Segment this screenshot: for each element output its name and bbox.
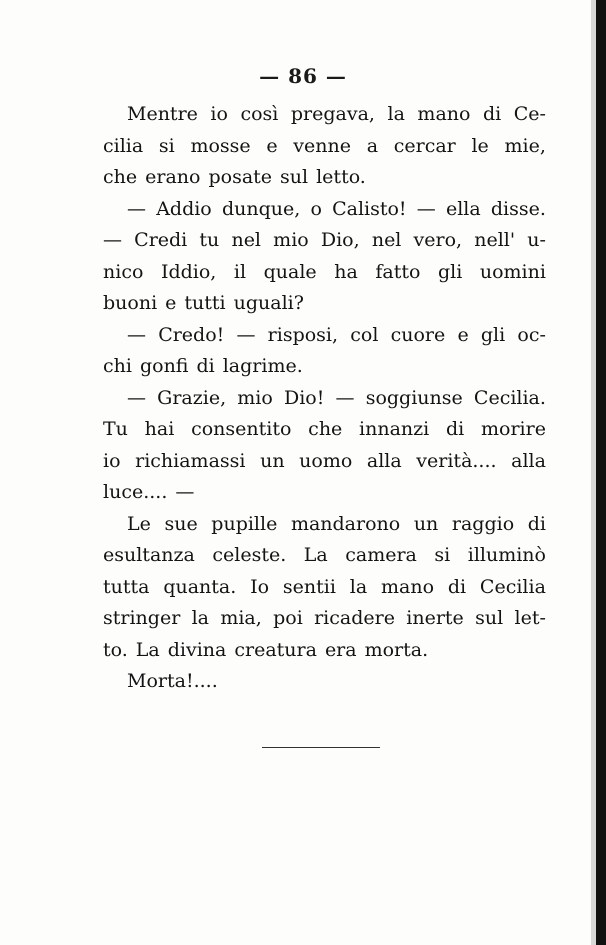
word: e [165, 292, 177, 314]
word: mano [417, 103, 471, 125]
word: Grazie, [157, 386, 227, 409]
word: uomini [479, 260, 546, 283]
word: quanta. [163, 575, 237, 598]
word: che [103, 166, 138, 188]
text-line [103, 666, 546, 698]
text-line [103, 635, 546, 667]
word: di [446, 418, 465, 440]
word: mio [237, 386, 273, 409]
word: lagrime. [222, 355, 303, 377]
word: di [196, 355, 215, 377]
text-line [103, 131, 546, 163]
word: — [416, 197, 436, 220]
word: a [366, 134, 379, 157]
word: posate [208, 166, 273, 188]
word: si [158, 134, 175, 157]
word: verità.... [416, 449, 497, 472]
word: quale [263, 260, 317, 283]
word: nel [231, 229, 262, 251]
word: luce.... [103, 481, 168, 503]
body-text [103, 99, 546, 698]
word: venne [293, 134, 351, 157]
word: la [191, 607, 209, 629]
word: — [127, 386, 146, 409]
word: io [103, 449, 121, 472]
word: di [527, 512, 546, 535]
word: tutta [103, 575, 150, 598]
word: Credo! [158, 323, 225, 346]
word: gli [480, 323, 506, 346]
word: mio [273, 229, 309, 251]
word: la [387, 103, 405, 125]
word: Ce- [513, 103, 546, 125]
word: — [103, 229, 122, 251]
word: La [135, 638, 160, 661]
page-number-header: — 86 — [259, 64, 347, 88]
word: Dio, [320, 229, 360, 251]
word: disse. [490, 197, 546, 220]
text-line [103, 99, 546, 131]
word: un [260, 449, 285, 472]
word: io [210, 103, 228, 125]
word: buoni [103, 292, 158, 314]
word: vero, [413, 229, 463, 251]
word: uomo [299, 449, 353, 472]
text-line [103, 320, 546, 352]
word: risposi, [267, 323, 339, 346]
word: gonfi [139, 355, 189, 377]
word: Iddio, [160, 260, 217, 283]
word: tutti [184, 292, 226, 314]
word: poi [273, 607, 303, 629]
word: cercar [393, 134, 456, 157]
word: to. [103, 638, 128, 661]
word: di [447, 575, 467, 598]
text-line [103, 351, 546, 383]
word: hai [144, 418, 175, 440]
section-end-rule [262, 747, 380, 748]
word: si [434, 544, 451, 566]
word: sul [280, 166, 309, 188]
word: Credi [134, 229, 188, 251]
text-line [103, 225, 546, 257]
text-line [103, 414, 546, 446]
word: nell' [474, 229, 516, 251]
word: ricadere [314, 607, 395, 629]
word: il [233, 260, 247, 283]
word: o [310, 197, 322, 220]
text-line [103, 383, 546, 415]
text-line [103, 540, 546, 572]
text-line [103, 257, 546, 289]
word: divina [167, 638, 227, 661]
word: Morta!.... [127, 670, 218, 692]
word: creatura [234, 638, 317, 661]
word: alla [366, 449, 402, 472]
word: let- [514, 607, 546, 629]
page-edge [596, 0, 606, 945]
word: era [324, 638, 357, 661]
word: Le [127, 512, 151, 535]
word: chi [103, 355, 132, 377]
word: La [303, 544, 328, 566]
word: pregava, [290, 103, 375, 125]
word: innanzi [359, 418, 430, 440]
word: e [457, 323, 469, 346]
word: col [350, 323, 379, 346]
word: cuore [390, 323, 446, 346]
word: ha [334, 260, 358, 283]
word: Cecilia. [473, 386, 546, 409]
word: cilia [103, 134, 144, 157]
text-line [103, 509, 546, 541]
word: inerte [406, 607, 464, 629]
word: e [266, 134, 278, 157]
word: di [482, 103, 502, 125]
word: Mentre [127, 103, 198, 125]
word: raggio [451, 512, 515, 535]
text-line [103, 162, 546, 194]
word: gli [437, 260, 463, 283]
word: Io [250, 575, 270, 598]
word: richiamassi [135, 449, 246, 472]
word: Dio! [283, 386, 325, 409]
word: u- [527, 229, 546, 251]
word: uguali? [233, 292, 304, 314]
word: Calisto! [332, 197, 407, 220]
word: nico [103, 260, 144, 283]
word: un [413, 512, 439, 535]
word: sentii [282, 575, 336, 598]
word: camera [345, 544, 417, 566]
word: mano [380, 575, 435, 598]
word: letto. [316, 166, 366, 188]
word: stringer [103, 607, 181, 629]
word: alla [511, 449, 546, 472]
word: pupille [211, 512, 278, 535]
word: — [175, 481, 195, 503]
word: Cecilia [479, 575, 546, 598]
word: mosse [190, 134, 251, 157]
text-line [103, 194, 546, 226]
word: morta. [364, 638, 429, 661]
word: la [349, 575, 368, 598]
word: illuminò [467, 544, 546, 566]
word: soggiunse [365, 386, 463, 409]
word: ella [445, 197, 481, 220]
word: sul [475, 607, 504, 629]
word: celeste. [212, 544, 287, 566]
word: esultanza [103, 544, 195, 566]
word: — [335, 386, 355, 409]
word: — [236, 323, 256, 346]
word: — [127, 323, 146, 346]
text-line [103, 603, 546, 635]
word: mie, [504, 134, 546, 157]
word: consentito [191, 418, 292, 440]
word: nel [371, 229, 402, 251]
word: morire [481, 418, 546, 440]
text-line [103, 477, 546, 509]
word: Tu [103, 418, 128, 440]
word: mandarono [290, 512, 401, 535]
text-line [103, 572, 546, 604]
word: Addio [156, 197, 212, 220]
word: dunque, [221, 197, 301, 220]
word: oc- [517, 323, 546, 346]
word: mia, [220, 607, 262, 629]
word: sue [164, 512, 198, 535]
word: tu [199, 229, 220, 251]
word: che [308, 418, 343, 440]
text-line [103, 288, 546, 320]
word: le [471, 134, 489, 157]
word: — [127, 197, 146, 220]
text-line [103, 446, 546, 478]
word: così [240, 103, 279, 125]
word: fatto [375, 260, 421, 283]
word: erano [145, 166, 201, 188]
